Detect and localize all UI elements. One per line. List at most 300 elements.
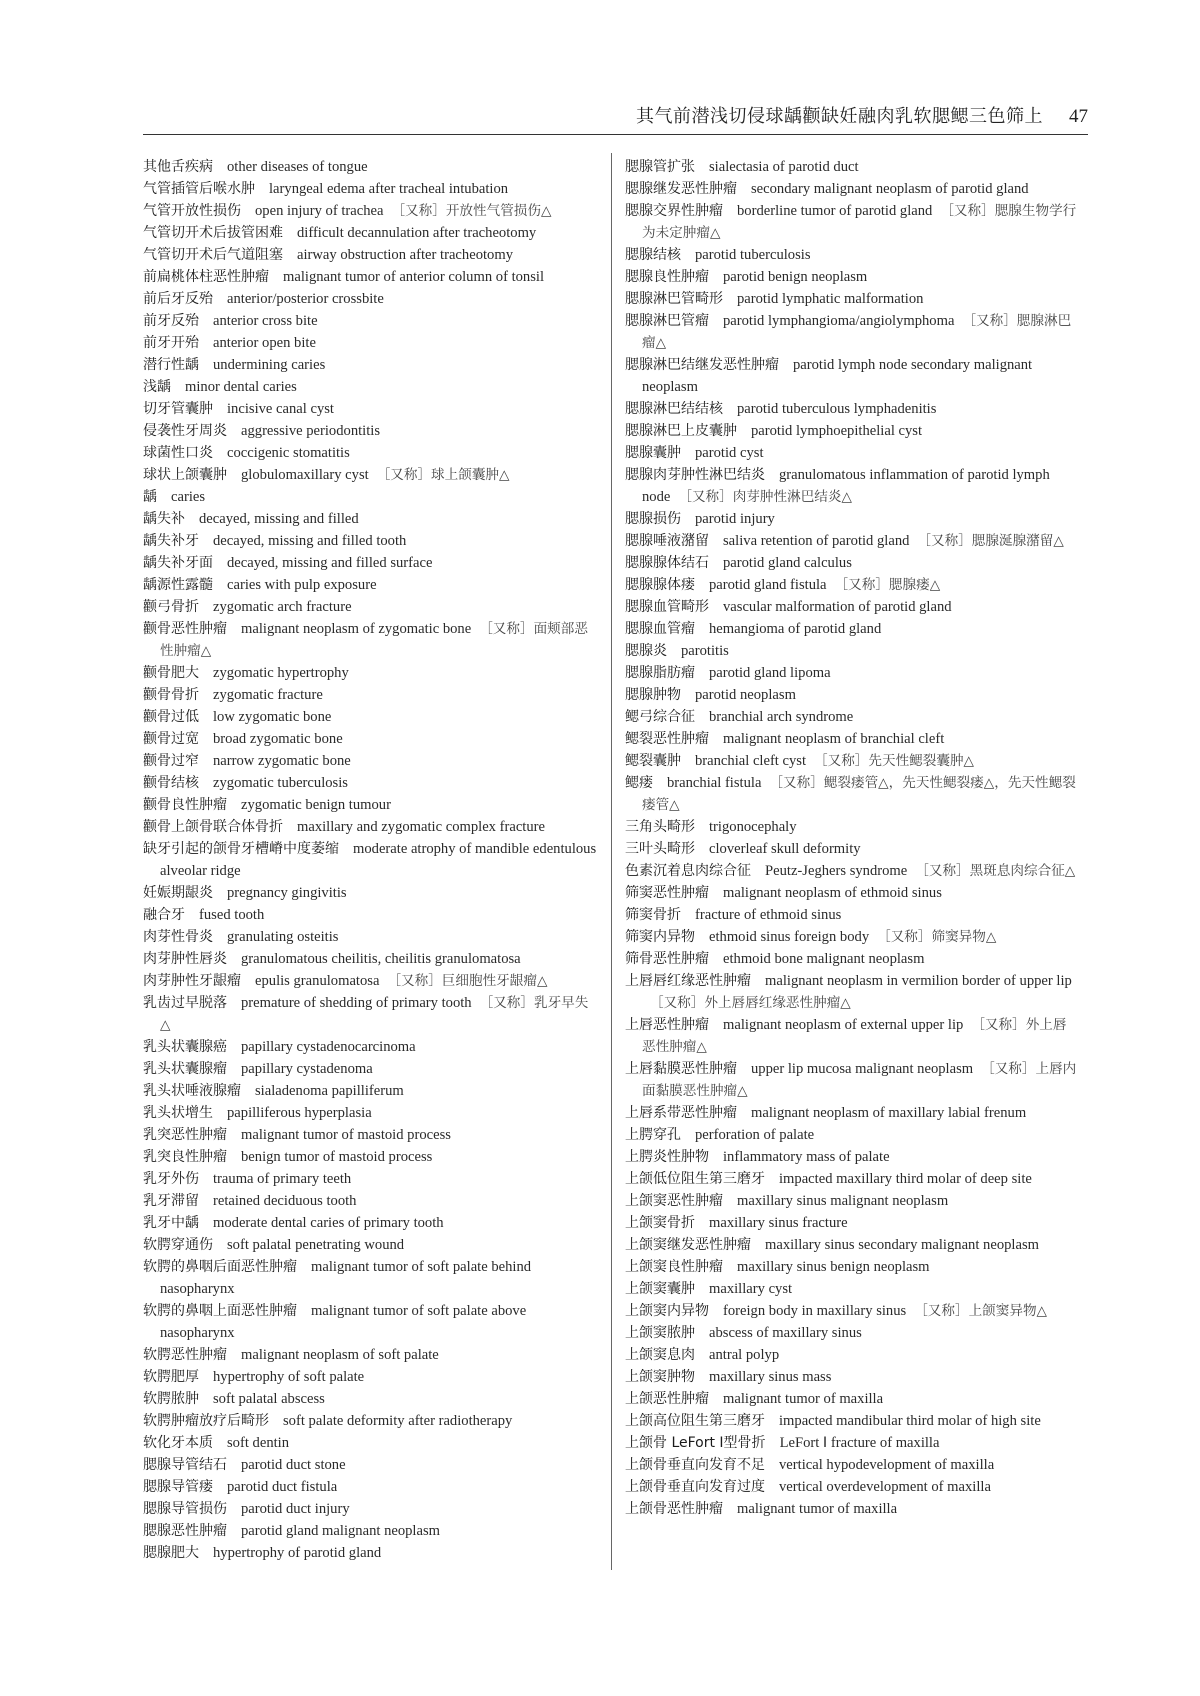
- glossary-entry: [143, 1366, 598, 1388]
- term-english: abscess of maxillary sinus: [709, 1325, 862, 1341]
- term-chinese: 色素沉着息肉综合征: [625, 863, 751, 879]
- term-chinese: 上颌高位阻生第三磨牙: [625, 1413, 765, 1429]
- term-english: secondary malignant neoplasm of parotid gland: [751, 181, 1029, 197]
- term-alias: ［又称］筛窦异物△: [877, 929, 997, 945]
- glossary-entry: [143, 948, 598, 970]
- term-english: perforation of palate: [695, 1127, 815, 1143]
- glossary-entry: [143, 794, 598, 816]
- term-english: malignant neoplasm of maxillary labial frenum: [751, 1105, 1027, 1121]
- term-english: foreign body in maxillary sinus: [723, 1303, 907, 1319]
- term-chinese: 腮腺淋巴结继发恶性肿瘤: [625, 357, 779, 373]
- term-chinese: 气管切开术后拔管困难: [143, 225, 283, 241]
- term-alias: ［又称］鳃裂瘘管△，先天性鳃裂瘘△，先天性鳃裂瘘管△: [642, 775, 1076, 813]
- term-chinese: 龋: [143, 489, 157, 505]
- glossary-entry: [143, 1190, 598, 1212]
- page-number: 47: [1069, 106, 1088, 127]
- term-english: vertical overdevelopment of maxilla: [779, 1479, 991, 1495]
- term-chinese: 缺牙引起的颌骨牙槽嵴中度萎缩: [143, 841, 339, 857]
- glossary-entry: [143, 222, 598, 244]
- term-english: granulomatous cheilitis, cheilitis granulomatosa: [241, 951, 521, 967]
- glossary-entry: [625, 1432, 1080, 1454]
- glossary-entry: [625, 904, 1080, 926]
- term-english: caries with pulp exposure: [227, 577, 377, 593]
- term-chinese: 上颌骨垂直向发育过度: [625, 1479, 765, 1495]
- glossary-entry: [143, 464, 598, 486]
- glossary-entry: [143, 992, 598, 1036]
- term-chinese: 软腭的鼻咽后面恶性肿瘤: [143, 1259, 297, 1275]
- glossary-entry: [143, 266, 598, 288]
- term-chinese: 前扁桃体柱恶性肿瘤: [143, 269, 269, 285]
- term-chinese: 腮腺炎: [625, 643, 667, 659]
- term-chinese: 腮腺损伤: [625, 511, 681, 527]
- glossary-entry: [143, 1498, 598, 1520]
- term-english: retained deciduous tooth: [213, 1193, 357, 1209]
- glossary-entry: [143, 1212, 598, 1234]
- term-english: parotid injury: [695, 511, 775, 527]
- term-chinese: 气管切开术后气道阻塞: [143, 247, 283, 263]
- glossary-entry: [143, 1542, 598, 1564]
- glossary-entry: [143, 970, 598, 992]
- term-chinese: 乳头状唾液腺瘤: [143, 1083, 241, 1099]
- term-chinese: 肉芽肿性牙龈瘤: [143, 973, 241, 989]
- term-chinese: 上颌窦内异物: [625, 1303, 709, 1319]
- glossary-entry: [625, 970, 1080, 1014]
- term-english: parotid lymphatic malformation: [737, 291, 924, 307]
- glossary-entry: [625, 1212, 1080, 1234]
- term-chinese: 腮腺淋巴管畸形: [625, 291, 723, 307]
- glossary-entry: [625, 1014, 1080, 1058]
- glossary-entry: [143, 904, 598, 926]
- glossary-entry: [143, 398, 598, 420]
- glossary-entry: [143, 530, 598, 552]
- term-chinese: 上腭穿孔: [625, 1127, 681, 1143]
- glossary-entry: [625, 420, 1080, 442]
- term-english: decayed, missing and filled tooth: [213, 533, 407, 549]
- term-chinese: 乳突良性肿瘤: [143, 1149, 227, 1165]
- term-chinese: 龋失补牙面: [143, 555, 213, 571]
- term-english: parotid duct fistula: [227, 1479, 338, 1495]
- term-alias: ［又称］腮腺瘘△: [834, 577, 941, 593]
- glossary-entry: [625, 530, 1080, 552]
- term-english: soft palatal abscess: [213, 1391, 325, 1407]
- term-alias: ［又称］巨细胞性牙龈瘤△: [387, 973, 548, 989]
- glossary-entry: [625, 1146, 1080, 1168]
- term-english: ethmoid sinus foreign body: [709, 929, 870, 945]
- term-english: ethmoid bone malignant neoplasm: [723, 951, 925, 967]
- term-english: parotid duct stone: [241, 1457, 346, 1473]
- term-english: globulomaxillary cyst: [241, 467, 369, 483]
- term-chinese: 腮腺恶性肿瘤: [143, 1523, 227, 1539]
- term-chinese: 乳头状囊腺癌: [143, 1039, 227, 1055]
- glossary-entry: [625, 948, 1080, 970]
- term-english: parotitis: [681, 643, 729, 659]
- term-english: minor dental caries: [185, 379, 297, 395]
- term-english: decayed, missing and filled surface: [227, 555, 433, 571]
- term-chinese: 前牙反殆: [143, 313, 199, 329]
- term-english: malignant tumor of soft palate above nasopharynx: [160, 1303, 527, 1341]
- term-english: papillary cystadenoma: [241, 1061, 373, 1077]
- term-english: maxillary sinus malignant neoplasm: [737, 1193, 949, 1209]
- term-chinese: 颧骨过窄: [143, 753, 199, 769]
- glossary-entry: [625, 552, 1080, 574]
- term-chinese: 鳃瘘: [625, 775, 653, 791]
- term-chinese: 软腭的鼻咽上面恶性肿瘤: [143, 1303, 297, 1319]
- term-chinese: 上颌低位阻生第三磨牙: [625, 1171, 765, 1187]
- term-english: sialadenoma papilliferum: [255, 1083, 404, 1099]
- term-chinese: 颧骨过宽: [143, 731, 199, 747]
- glossary-entry: [625, 684, 1080, 706]
- term-english: parotid tuberculous lymphadenitis: [737, 401, 937, 417]
- glossary-entry: [625, 266, 1080, 288]
- term-chinese: 鳃弓综合征: [625, 709, 695, 725]
- term-alias: ［又称］肉芽肿性淋巴结炎△: [678, 489, 852, 505]
- glossary-entry: [143, 1388, 598, 1410]
- glossary-entry: [143, 420, 598, 442]
- glossary-entry: [143, 1102, 598, 1124]
- term-chinese: 上颌窦继发恶性肿瘤: [625, 1237, 751, 1253]
- glossary-entry: [625, 398, 1080, 420]
- term-english: incisive canal cyst: [227, 401, 334, 417]
- term-chinese: 乳头状增生: [143, 1105, 213, 1121]
- glossary-entry: [625, 860, 1080, 882]
- running-head-title: 其气前潜浅切侵球龋颧缺妊融肉乳软腮鳃三色筛上: [636, 106, 1043, 127]
- term-chinese: 其他舌疾病: [143, 159, 213, 175]
- term-english: pregnancy gingivitis: [227, 885, 347, 901]
- term-english: malignant neoplasm of ethmoid sinus: [723, 885, 942, 901]
- term-chinese: 上唇系带恶性肿瘤: [625, 1105, 737, 1121]
- term-chinese: 腮腺结核: [625, 247, 681, 263]
- term-chinese: 颧骨上颌骨联合体骨折: [143, 819, 283, 835]
- term-chinese: 腮腺血管畸形: [625, 599, 709, 615]
- term-english: premature of shedding of primary tooth: [241, 995, 472, 1011]
- term-chinese: 腮腺交界性肿瘤: [625, 203, 723, 219]
- term-chinese: 上颌恶性肿瘤: [625, 1391, 709, 1407]
- term-alias: ［又称］腮腺生物学行为未定肿瘤△: [642, 203, 1077, 241]
- glossary-entry: [625, 1300, 1080, 1322]
- term-alias: ［又称］外上唇唇红缘恶性肿瘤△: [650, 995, 851, 1011]
- term-chinese: 颧骨骨折: [143, 687, 199, 703]
- glossary-entry: [625, 464, 1080, 508]
- term-english: decayed, missing and filled: [199, 511, 359, 527]
- glossary-entry: [143, 838, 598, 882]
- term-english: trigonocephaly: [709, 819, 797, 835]
- glossary-entry: [143, 926, 598, 948]
- term-chinese: 腮腺良性肿瘤: [625, 269, 709, 285]
- term-english: vertical hypodevelopment of maxilla: [779, 1457, 995, 1473]
- term-chinese: 乳牙外伤: [143, 1171, 199, 1187]
- term-chinese: 乳牙滞留: [143, 1193, 199, 1209]
- term-chinese: 潜行性龋: [143, 357, 199, 373]
- term-chinese: 上颌窦息肉: [625, 1347, 695, 1363]
- term-english: antral polyp: [709, 1347, 780, 1363]
- glossary-entry: [143, 662, 598, 684]
- term-chinese: 三叶头畸形: [625, 841, 695, 857]
- term-chinese: 腮腺脂肪瘤: [625, 665, 695, 681]
- term-chinese: 上颌窦肿物: [625, 1369, 695, 1385]
- term-english: parotid gland fistula: [709, 577, 827, 593]
- glossary-entry: [625, 1256, 1080, 1278]
- glossary-entry: [143, 816, 598, 838]
- glossary-entry: [625, 1234, 1080, 1256]
- glossary-entry: [143, 618, 598, 662]
- glossary-entry: [625, 1498, 1080, 1520]
- term-english: malignant tumor of soft palate behind nasopharynx: [160, 1259, 532, 1297]
- term-chinese: 上唇唇红缘恶性肿瘤: [625, 973, 751, 989]
- term-chinese: 鳃裂囊肿: [625, 753, 681, 769]
- term-chinese: 腮腺血管瘤: [625, 621, 695, 637]
- glossary-entry: [625, 442, 1080, 464]
- glossary-entry: [625, 772, 1080, 816]
- term-chinese: 乳头状囊腺瘤: [143, 1061, 227, 1077]
- term-english: impacted maxillary third molar of deep site: [779, 1171, 1032, 1187]
- term-english: epulis granulomatosa: [255, 973, 380, 989]
- term-chinese: 腮腺腺体结石: [625, 555, 709, 571]
- glossary-entry: [143, 156, 598, 178]
- glossary-entry: [143, 376, 598, 398]
- glossary-entry: [143, 728, 598, 750]
- term-english: low zygomatic bone: [213, 709, 332, 725]
- glossary-entry: [625, 838, 1080, 860]
- term-chinese: 球菌性口炎: [143, 445, 213, 461]
- glossary-entry: [143, 332, 598, 354]
- glossary-entry: [625, 1102, 1080, 1124]
- term-english: soft dentin: [227, 1435, 290, 1451]
- glossary-entry: [625, 882, 1080, 904]
- term-chinese: 软腭恶性肿瘤: [143, 1347, 227, 1363]
- term-english: parotid gland calculus: [723, 555, 852, 571]
- term-english: Peutz-Jeghers syndrome: [765, 863, 908, 879]
- term-alias: ［又称］黑斑息肉综合征△: [915, 863, 1076, 879]
- term-chinese: 气管开放性损伤: [143, 203, 241, 219]
- term-english: parotid tuberculosis: [695, 247, 811, 263]
- term-chinese: 融合牙: [143, 907, 185, 923]
- page-header: [143, 100, 1088, 135]
- term-chinese: 乳齿过早脱落: [143, 995, 227, 1011]
- glossary-entry: [143, 684, 598, 706]
- term-chinese: 切牙管囊肿: [143, 401, 213, 417]
- term-chinese: 上唇黏膜恶性肿瘤: [625, 1061, 737, 1077]
- term-chinese: 腮腺肥大: [143, 1545, 199, 1561]
- term-english: hypertrophy of parotid gland: [213, 1545, 382, 1561]
- term-english: malignant tumor of mastoid process: [241, 1127, 451, 1143]
- term-english: malignant neoplasm in vermilion border of upper lip: [765, 973, 1072, 989]
- glossary-entry: [143, 1234, 598, 1256]
- glossary-entry: [143, 200, 598, 222]
- term-english: maxillary sinus fracture: [709, 1215, 848, 1231]
- term-chinese: 妊娠期龈炎: [143, 885, 213, 901]
- term-english: parotid neoplasm: [695, 687, 796, 703]
- term-chinese: 软腭脓肿: [143, 1391, 199, 1407]
- term-alias: ［又称］上颌窦异物△: [914, 1303, 1048, 1319]
- glossary-entry: [625, 178, 1080, 200]
- term-chinese: 上颌窦良性肿瘤: [625, 1259, 723, 1275]
- term-english: impacted mandibular third molar of high site: [779, 1413, 1041, 1429]
- glossary-entry: [625, 1168, 1080, 1190]
- term-chinese: 软腭穿通伤: [143, 1237, 213, 1253]
- term-chinese: 肉芽性骨炎: [143, 929, 213, 945]
- term-chinese: 软化牙本质: [143, 1435, 213, 1451]
- term-chinese: 筛窦内异物: [625, 929, 695, 945]
- term-english: zygomatic arch fracture: [213, 599, 352, 615]
- term-english: coccigenic stomatitis: [227, 445, 350, 461]
- glossary-entry: [143, 1080, 598, 1102]
- term-chinese: 腮腺导管瘘: [143, 1479, 213, 1495]
- term-english: hypertrophy of soft palate: [213, 1369, 365, 1385]
- term-chinese: 筛窦骨折: [625, 907, 681, 923]
- term-english: parotid cyst: [695, 445, 764, 461]
- glossary-entry: [143, 1256, 598, 1300]
- term-english: papilliferous hyperplasia: [227, 1105, 372, 1121]
- glossary-entry: [143, 178, 598, 200]
- glossary-entry: [143, 750, 598, 772]
- term-chinese: 颧骨过低: [143, 709, 199, 725]
- term-chinese: 上颌骨 LeFort Ⅰ型骨折: [625, 1435, 766, 1451]
- term-chinese: 上颌窦囊肿: [625, 1281, 695, 1297]
- term-english: zygomatic hypertrophy: [213, 665, 349, 681]
- glossary-entry: [143, 1300, 598, 1344]
- term-english: malignant neoplasm of zygomatic bone: [241, 621, 472, 637]
- term-english: parotid lymphoepithelial cyst: [751, 423, 923, 439]
- term-alias: ［又称］面颊部恶性肿瘤△: [160, 621, 588, 659]
- term-alias: ［又称］球上颌囊肿△: [376, 467, 510, 483]
- term-chinese: 颧弓骨折: [143, 599, 199, 615]
- term-english: malignant neoplasm of branchial cleft: [723, 731, 945, 747]
- term-english: narrow zygomatic bone: [213, 753, 351, 769]
- right-column: [625, 156, 1080, 1520]
- glossary-entry: [143, 1124, 598, 1146]
- left-column: [143, 156, 598, 1564]
- term-english: zygomatic benign tumour: [241, 797, 391, 813]
- term-chinese: 龋失补牙: [143, 533, 199, 549]
- glossary-entry: [143, 772, 598, 794]
- term-chinese: 腮腺继发恶性肿瘤: [625, 181, 737, 197]
- term-alias: ［又称］上唇内面黏膜恶性肿瘤△: [642, 1061, 1077, 1099]
- glossary-entry: [143, 1432, 598, 1454]
- glossary-entry: [625, 1344, 1080, 1366]
- glossary-entry: [625, 1388, 1080, 1410]
- term-chinese: 上颌窦脓肿: [625, 1325, 695, 1341]
- glossary-entry: [625, 618, 1080, 640]
- term-english: fracture of ethmoid sinus: [695, 907, 842, 923]
- glossary-entry: [625, 1322, 1080, 1344]
- term-chinese: 前后牙反殆: [143, 291, 213, 307]
- term-english: caries: [171, 489, 206, 505]
- term-chinese: 软腭肥厚: [143, 1369, 199, 1385]
- term-english: inflammatory mass of palate: [723, 1149, 890, 1165]
- term-chinese: 腮腺肿物: [625, 687, 681, 703]
- term-english: upper lip mucosa malignant neoplasm: [751, 1061, 974, 1077]
- glossary-entry: [143, 244, 598, 266]
- term-english: malignant tumor of anterior column of tonsil: [283, 269, 545, 285]
- glossary-entry: [143, 442, 598, 464]
- term-english: aggressive periodontitis: [241, 423, 381, 439]
- term-english: branchial fistula: [667, 775, 762, 791]
- term-chinese: 筛骨恶性肿瘤: [625, 951, 709, 967]
- glossary-entry: [143, 1454, 598, 1476]
- term-chinese: 腮腺唾液潴留: [625, 533, 709, 549]
- term-english: undermining caries: [213, 357, 326, 373]
- term-english: branchial cleft cyst: [695, 753, 807, 769]
- glossary-entry: [625, 508, 1080, 530]
- glossary-entry: [625, 1124, 1080, 1146]
- glossary-entry: [625, 1454, 1080, 1476]
- term-chinese: 腮腺囊肿: [625, 445, 681, 461]
- term-chinese: 腮腺腺体瘘: [625, 577, 695, 593]
- term-alias: ［又称］乳牙早失△: [160, 995, 589, 1033]
- term-chinese: 腮腺淋巴管瘤: [625, 313, 709, 329]
- term-chinese: 球状上颌囊肿: [143, 467, 227, 483]
- term-english: anterior open bite: [213, 335, 316, 351]
- term-chinese: 腮腺淋巴上皮囊肿: [625, 423, 737, 439]
- glossary-entry: [143, 1146, 598, 1168]
- term-english: papillary cystadenocarcinoma: [241, 1039, 416, 1055]
- term-chinese: 气管插管后喉水肿: [143, 181, 255, 197]
- glossary-entry: [625, 1476, 1080, 1498]
- term-chinese: 乳突恶性肿瘤: [143, 1127, 227, 1143]
- term-english: sialectasia of parotid duct: [709, 159, 859, 175]
- term-chinese: 颧骨肥大: [143, 665, 199, 681]
- term-chinese: 上颌窦骨折: [625, 1215, 695, 1231]
- glossary-entry: [143, 1344, 598, 1366]
- glossary-entry: [625, 640, 1080, 662]
- glossary-entry: [143, 1476, 598, 1498]
- term-english: airway obstruction after tracheotomy: [297, 247, 513, 263]
- term-chinese: 颧骨良性肿瘤: [143, 797, 227, 813]
- term-english: saliva retention of parotid gland: [723, 533, 910, 549]
- term-chinese: 软腭肿瘤放疗后畸形: [143, 1413, 269, 1429]
- term-english: borderline tumor of parotid gland: [737, 203, 933, 219]
- term-english: maxillary sinus secondary malignant neoplasm: [765, 1237, 1039, 1253]
- glossary-entry: [143, 1036, 598, 1058]
- term-english: fused tooth: [199, 907, 265, 923]
- term-chinese: 肉芽肿性唇炎: [143, 951, 227, 967]
- term-chinese: 上颌骨垂直向发育不足: [625, 1457, 765, 1473]
- term-english: granulating osteitis: [227, 929, 339, 945]
- term-chinese: 腮腺肉芽肿性淋巴结炎: [625, 467, 765, 483]
- glossary-entry: [625, 728, 1080, 750]
- term-english: laryngeal edema after tracheal intubation: [269, 181, 509, 197]
- term-chinese: 腮腺导管结石: [143, 1457, 227, 1473]
- term-english: soft palatal penetrating wound: [227, 1237, 405, 1253]
- term-english: granulomatous inflammation of parotid lymph node: [642, 467, 1050, 505]
- glossary-entry: [143, 508, 598, 530]
- glossary-entry: [625, 926, 1080, 948]
- glossary-entry: [143, 486, 598, 508]
- glossary-entry: [625, 574, 1080, 596]
- term-alias: ［又称］开放性气管损伤△: [391, 203, 552, 219]
- glossary-entry: [143, 1168, 598, 1190]
- term-english: moderate atrophy of mandible edentulous alveolar ridge: [160, 841, 597, 879]
- term-english: malignant tumor of maxilla: [737, 1501, 898, 1517]
- glossary-entry: [143, 706, 598, 728]
- term-chinese: 上颌窦恶性肿瘤: [625, 1193, 723, 1209]
- term-english: hemangioma of parotid gland: [709, 621, 882, 637]
- term-chinese: 颧骨结核: [143, 775, 199, 791]
- term-english: parotid gland malignant neoplasm: [241, 1523, 440, 1539]
- term-english: difficult decannulation after tracheotomy: [297, 225, 537, 241]
- term-english: parotid benign neoplasm: [723, 269, 868, 285]
- term-english: branchial arch syndrome: [709, 709, 854, 725]
- term-chinese: 颧骨恶性肿瘤: [143, 621, 227, 637]
- glossary-entry: [143, 354, 598, 376]
- term-english: maxillary sinus mass: [709, 1369, 832, 1385]
- glossary-entry: [143, 288, 598, 310]
- term-chinese: 鳃裂恶性肿瘤: [625, 731, 709, 747]
- glossary-entry: [625, 1058, 1080, 1102]
- glossary-entry: [625, 354, 1080, 398]
- glossary-entry: [625, 816, 1080, 838]
- glossary-entry: [625, 1410, 1080, 1432]
